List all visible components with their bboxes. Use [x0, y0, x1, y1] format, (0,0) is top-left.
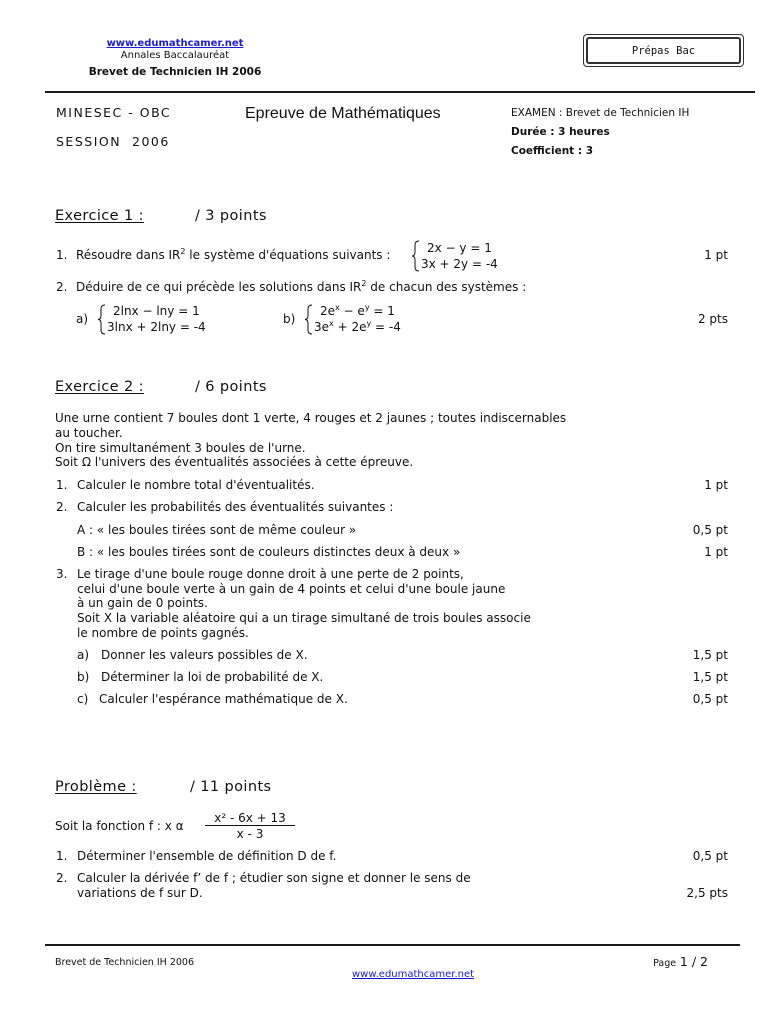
- exponent: y: [364, 303, 370, 312]
- exercise2-q3-a-score: 1,5 pt: [692, 648, 728, 662]
- footer-rule: [45, 944, 740, 946]
- exercise2-q3-line: Soit X la variable aléatoire qui a un tirage simultané de trois boules associe: [77, 611, 531, 625]
- header-site-link-wrap: [55, 36, 295, 50]
- question-text: Résoudre dans IR: [76, 248, 181, 262]
- footer-page-indicator: [653, 955, 708, 971]
- problem-q1-text: Déterminer l'ensemble de définition D de f.: [77, 849, 337, 863]
- exercise1-q2-a-label: a): [76, 312, 89, 326]
- problem-q1-score: 0,5 pt: [692, 849, 728, 863]
- brace-icon: [304, 304, 313, 335]
- problem-q2-number: 2.: [56, 871, 68, 885]
- equation-part: − e: [339, 304, 365, 318]
- superscript: 2: [361, 279, 367, 288]
- header-site-link[interactable]: www.edumathcamer.net: [106, 38, 244, 49]
- exercise2-q3-a-label: a): [77, 648, 90, 662]
- problem-q2-score: 2,5 pts: [686, 886, 728, 900]
- exercise2-event-b: B : « les boules tirées sont de couleurs distinctes deux à deux »: [77, 545, 461, 559]
- page-title: Epreuve de Mathématiques: [245, 105, 441, 122]
- footer-exam-name: Brevet de Technicien IH 2006: [55, 957, 194, 968]
- equation-line: 2lnx − lny = 1: [112, 304, 200, 318]
- fraction-denominator: x - 3: [236, 827, 264, 841]
- problem-q2-line: variations de f sur D.: [77, 886, 203, 900]
- exercise2-intro-line: Soit Ω l'univers des éventualités associées à cette épreuve.: [55, 455, 414, 469]
- exercise1-q2-text: [76, 280, 526, 294]
- exercise1-q1-text: [76, 248, 390, 262]
- exponent: x: [329, 318, 334, 328]
- exercise2-q3-line: à un gain de 0 points.: [77, 596, 208, 610]
- fraction-numerator: x² - 6x + 13: [214, 811, 286, 825]
- equation-lines: [313, 304, 401, 335]
- equation-part: = 1: [369, 304, 395, 318]
- equation-part: + 2e: [333, 319, 367, 334]
- exercise2-intro-line: au toucher.: [55, 426, 123, 440]
- problem-title: Problème :: [55, 779, 137, 795]
- exercise2-q3-b-text: Déterminer la loi de probabilité de X.: [101, 670, 324, 684]
- exercise2-q3-number: 3.: [56, 567, 68, 581]
- exercise1-q2-number: 2.: [56, 280, 68, 294]
- exercise2-intro-line: Une urne contient 7 boules dont 1 verte, 4 rouges et 2 jaunes ; toutes indiscernables: [55, 411, 567, 425]
- footer-page-number: 1 / 2: [679, 954, 708, 969]
- footer-site-link[interactable]: www.edumathcamer.net: [352, 969, 475, 980]
- exercise1-title: Exercice 1 :: [55, 208, 144, 224]
- header-exam-name: Brevet de Technicien IH 2006: [88, 66, 262, 78]
- exercise2-q1-text: Calculer le nombre total d'éventualités.: [77, 478, 315, 492]
- exercise2-event-b-score: 1 pt: [704, 545, 728, 559]
- problem-points: / 11 points: [190, 779, 272, 795]
- exercise2-q3-line: le nombre de points gagnés.: [77, 626, 249, 640]
- fraction-bar: [205, 825, 295, 826]
- session: SESSION 2006: [56, 134, 170, 149]
- exercise2-q3-line: celui d'une boule verte à un gain de 4 points et celui d'une boule jaune: [77, 582, 506, 596]
- exercise2-q3-a-text: Donner les valeurs possibles de X.: [101, 648, 308, 662]
- exponent: y: [366, 318, 372, 328]
- problem-q2-line: Calculer la dérivée f’ de f ; étudier son signe et donner le sens de: [77, 871, 471, 885]
- exercise1-q1-number: 1.: [56, 248, 68, 262]
- exercise2-q1-score: 1 pt: [704, 478, 728, 492]
- exercise2-points: / 6 points: [195, 379, 267, 395]
- brace-icon: [411, 240, 420, 272]
- brace-icon: [97, 304, 106, 335]
- exercise1-q2-score: 2 pts: [697, 312, 728, 326]
- exercise2-q2-text: Calculer les probabilités des éventualités suivantes :: [77, 500, 394, 514]
- exercise1-q1-system: [411, 240, 498, 272]
- header-subtitle: Annales Baccalauréat: [120, 50, 230, 61]
- duration: Durée : 3 heures: [511, 126, 610, 138]
- equation-line: [314, 320, 401, 336]
- organization: MINESEC - OBC: [56, 105, 172, 120]
- question-text: de chacun des systèmes :: [366, 280, 527, 294]
- exam-label: EXAMEN : Brevet de Technicien IH: [511, 107, 690, 119]
- equation-line: 2x − y = 1: [426, 241, 492, 255]
- function-fraction: [205, 811, 295, 841]
- exercise1-q1-score: 1 pt: [704, 248, 728, 262]
- exercise2-q3-c-text: Calculer l'espérance mathématique de X.: [99, 692, 348, 706]
- exercise1-q2-b-label: b): [283, 312, 296, 326]
- header-rule: [45, 91, 755, 93]
- prepas-bac-badge-label: Prépas Bac: [586, 37, 741, 64]
- coefficient: Coefficient : 3: [511, 145, 594, 157]
- superscript: 2: [180, 247, 186, 256]
- prepas-bac-badge: [583, 34, 744, 67]
- exercise2-q3-b-label: b): [77, 670, 90, 684]
- question-text: Déduire de ce qui précède les solutions dans IR: [76, 280, 362, 294]
- exercise2-intro-line: On tire simultanément 3 boules de l'urne.: [55, 441, 306, 455]
- exponent: x: [335, 303, 340, 312]
- exercise2-event-a-score: 0,5 pt: [692, 523, 728, 537]
- equation-line: 3x + 2y = -4: [421, 257, 498, 271]
- equation-part: 2e: [319, 304, 335, 318]
- exercise2-q3-c-label: c): [77, 692, 89, 706]
- exercise2-q2-number: 2.: [56, 500, 68, 514]
- exercise2-event-a: A : « les boules tirées sont de même couleur »: [77, 523, 357, 537]
- exercise1-q2-a-system: [97, 304, 206, 335]
- footer-site-link-wrap: [352, 969, 474, 981]
- equation-part: = -4: [371, 319, 401, 334]
- exercise2-q3-b-score: 1,5 pt: [692, 670, 728, 684]
- exercise2-q3-line: Le tirage d'une boule rouge donne droit à une perte de 2 points,: [77, 567, 464, 581]
- equation-part: 3e: [314, 319, 330, 334]
- equation-lines: [106, 304, 206, 335]
- exercise1-q2-b-system: [304, 304, 401, 335]
- exercise1-points: / 3 points: [195, 208, 267, 224]
- equation-line: [320, 304, 395, 320]
- problem-q1-number: 1.: [56, 849, 68, 863]
- question-text: le système d'équations suivants :: [185, 248, 391, 262]
- exercise2-q1-number: 1.: [56, 478, 68, 492]
- problem-function-intro: Soit la fonction f : x α: [55, 819, 184, 833]
- equation-lines: [420, 240, 498, 272]
- exercise2-title: Exercice 2 :: [55, 379, 144, 395]
- exercise2-q3-c-score: 0,5 pt: [692, 692, 728, 706]
- equation-line: 3lnx + 2lny = -4: [107, 319, 206, 334]
- footer-page-label: Page: [653, 958, 677, 969]
